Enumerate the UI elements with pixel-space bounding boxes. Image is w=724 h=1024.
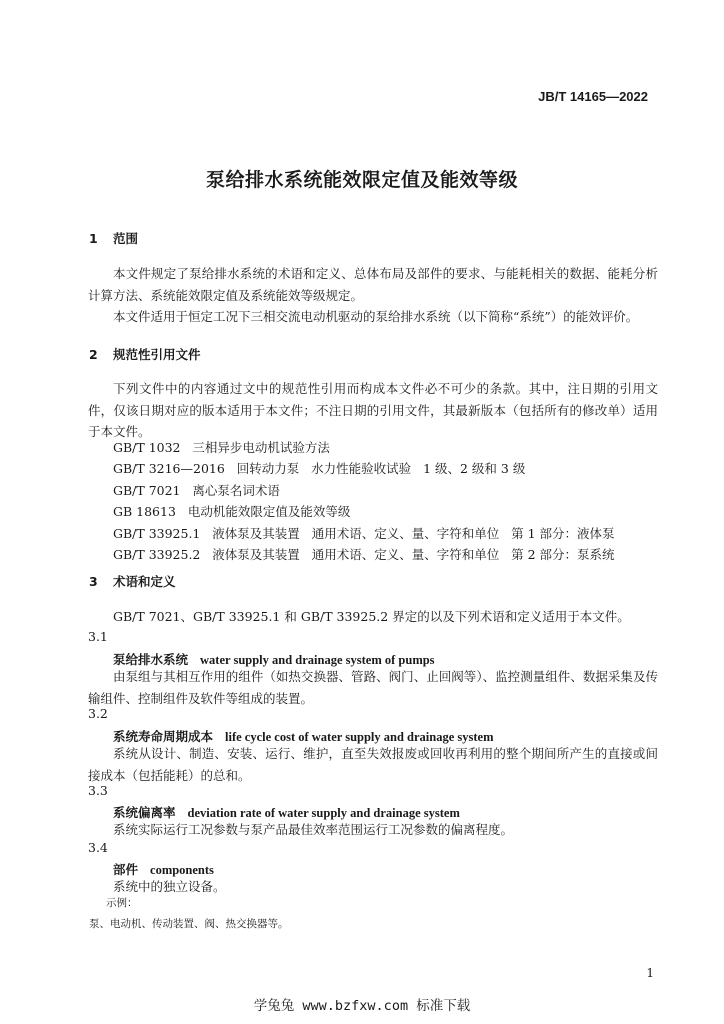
section-3-intro: GB/T 7021、GB/T 33925.1 和 GB/T 33925.2 界定的以及下列术语和定义适用于本文件。 (113, 609, 630, 624)
section-3-heading (89, 572, 176, 590)
reference-item: GB 18613 电动机能效限定值及能效等级 (113, 504, 351, 519)
section-title: 范围 (113, 231, 139, 246)
reference-item: GB/T 7021 离心泵名词术语 (113, 483, 280, 498)
section-title: 规范性引用文件 (113, 347, 201, 362)
section-number: 1 (89, 231, 98, 246)
clause-number: 3.2 (88, 706, 108, 721)
standard-number: JB/T 14165—2022 (538, 89, 648, 104)
reference-item: GB/T 33925.1 液体泵及其装置 通用术语、定义、量、字符和单位 第 1 部分：液体泵 (113, 526, 615, 541)
term-cn: 系统偏离率 (113, 805, 176, 820)
term-cn: 部件 (113, 862, 139, 877)
term-en: life cycle cost of water supply and drainage system (225, 730, 494, 744)
term-en: components (150, 863, 214, 877)
reference-item: GB/T 33925.2 液体泵及其装置 通用术语、定义、量、字符和单位 第 2 部分：泵系统 (113, 547, 615, 562)
term-definition: 系统中的独立设备。 (113, 879, 226, 894)
term-definition: 系统从设计、制造、安装、运行、维护，直至失效报废或回收再利用的整个期间所产生的直接或间接成本（包括能耗）的总和。 (88, 746, 658, 783)
reference-item: GB/T 3216—2016 回转动力泵 水力性能验收试验 1 级、2 级和 3 级 (113, 461, 526, 476)
term-en: water supply and drainage system of pumps (200, 653, 435, 667)
clause-number: 3.1 (88, 629, 108, 644)
section-number: 2 (89, 347, 98, 362)
section-1-heading (89, 229, 138, 247)
term-cn: 系统寿命周期成本 (113, 729, 214, 744)
example-label: 示例： (106, 897, 138, 909)
term-en: deviation rate of water supply and drainage system (187, 806, 460, 820)
section-2-intro: 下列文件中的内容通过文中的规范性引用而构成本文件必不可少的条款。其中，注日期的引用文件，仅该日期对应的版本适用于本文件；不注日期的引用文件，其最新版本（包括所有的修改单）适用于本文件。 (88, 381, 658, 439)
document-title: 泵给排水系统能效限定值及能效等级 (205, 169, 518, 191)
term-cn: 泵给排水系统 (113, 652, 189, 667)
footer-watermark: 学兔兔 www.bzfxw.com 标准下载 (253, 998, 471, 1014)
section-number: 3 (89, 574, 98, 589)
term-definition: 系统实际运行工况参数与泵产品最佳效率范围运行工况参数的偏离程度。 (113, 822, 514, 837)
section-1-paragraph-2: 本文件适用于恒定工况下三相交流电动机驱动的泵给排水系统（以下简称“系统”）的能效评价。 (113, 309, 639, 324)
page-number: 1 (646, 966, 654, 980)
reference-item: GB/T 1032 三相异步电动机试验方法 (113, 440, 330, 455)
example-text: 泵、电动机、传动装置、阀、热交换器等。 (89, 918, 289, 930)
clause-number: 3.3 (88, 783, 108, 798)
clause-number: 3.4 (88, 840, 108, 855)
section-2-heading (89, 345, 201, 363)
section-title: 术语和定义 (113, 574, 176, 589)
section-1-paragraph-1: 本文件规定了泵给排水系统的术语和定义、总体布局及部件的要求、与能耗相关的数据、能耗分析计算方法、系统能效限定值及系统能效等级规定。 (88, 266, 658, 303)
term-definition: 由泵组与其相互作用的组件（如热交换器、管路、阀门、止回阀等）、监控测量组件、数据采集及传输组件、控制组件及软件等组成的装置。 (88, 669, 658, 706)
